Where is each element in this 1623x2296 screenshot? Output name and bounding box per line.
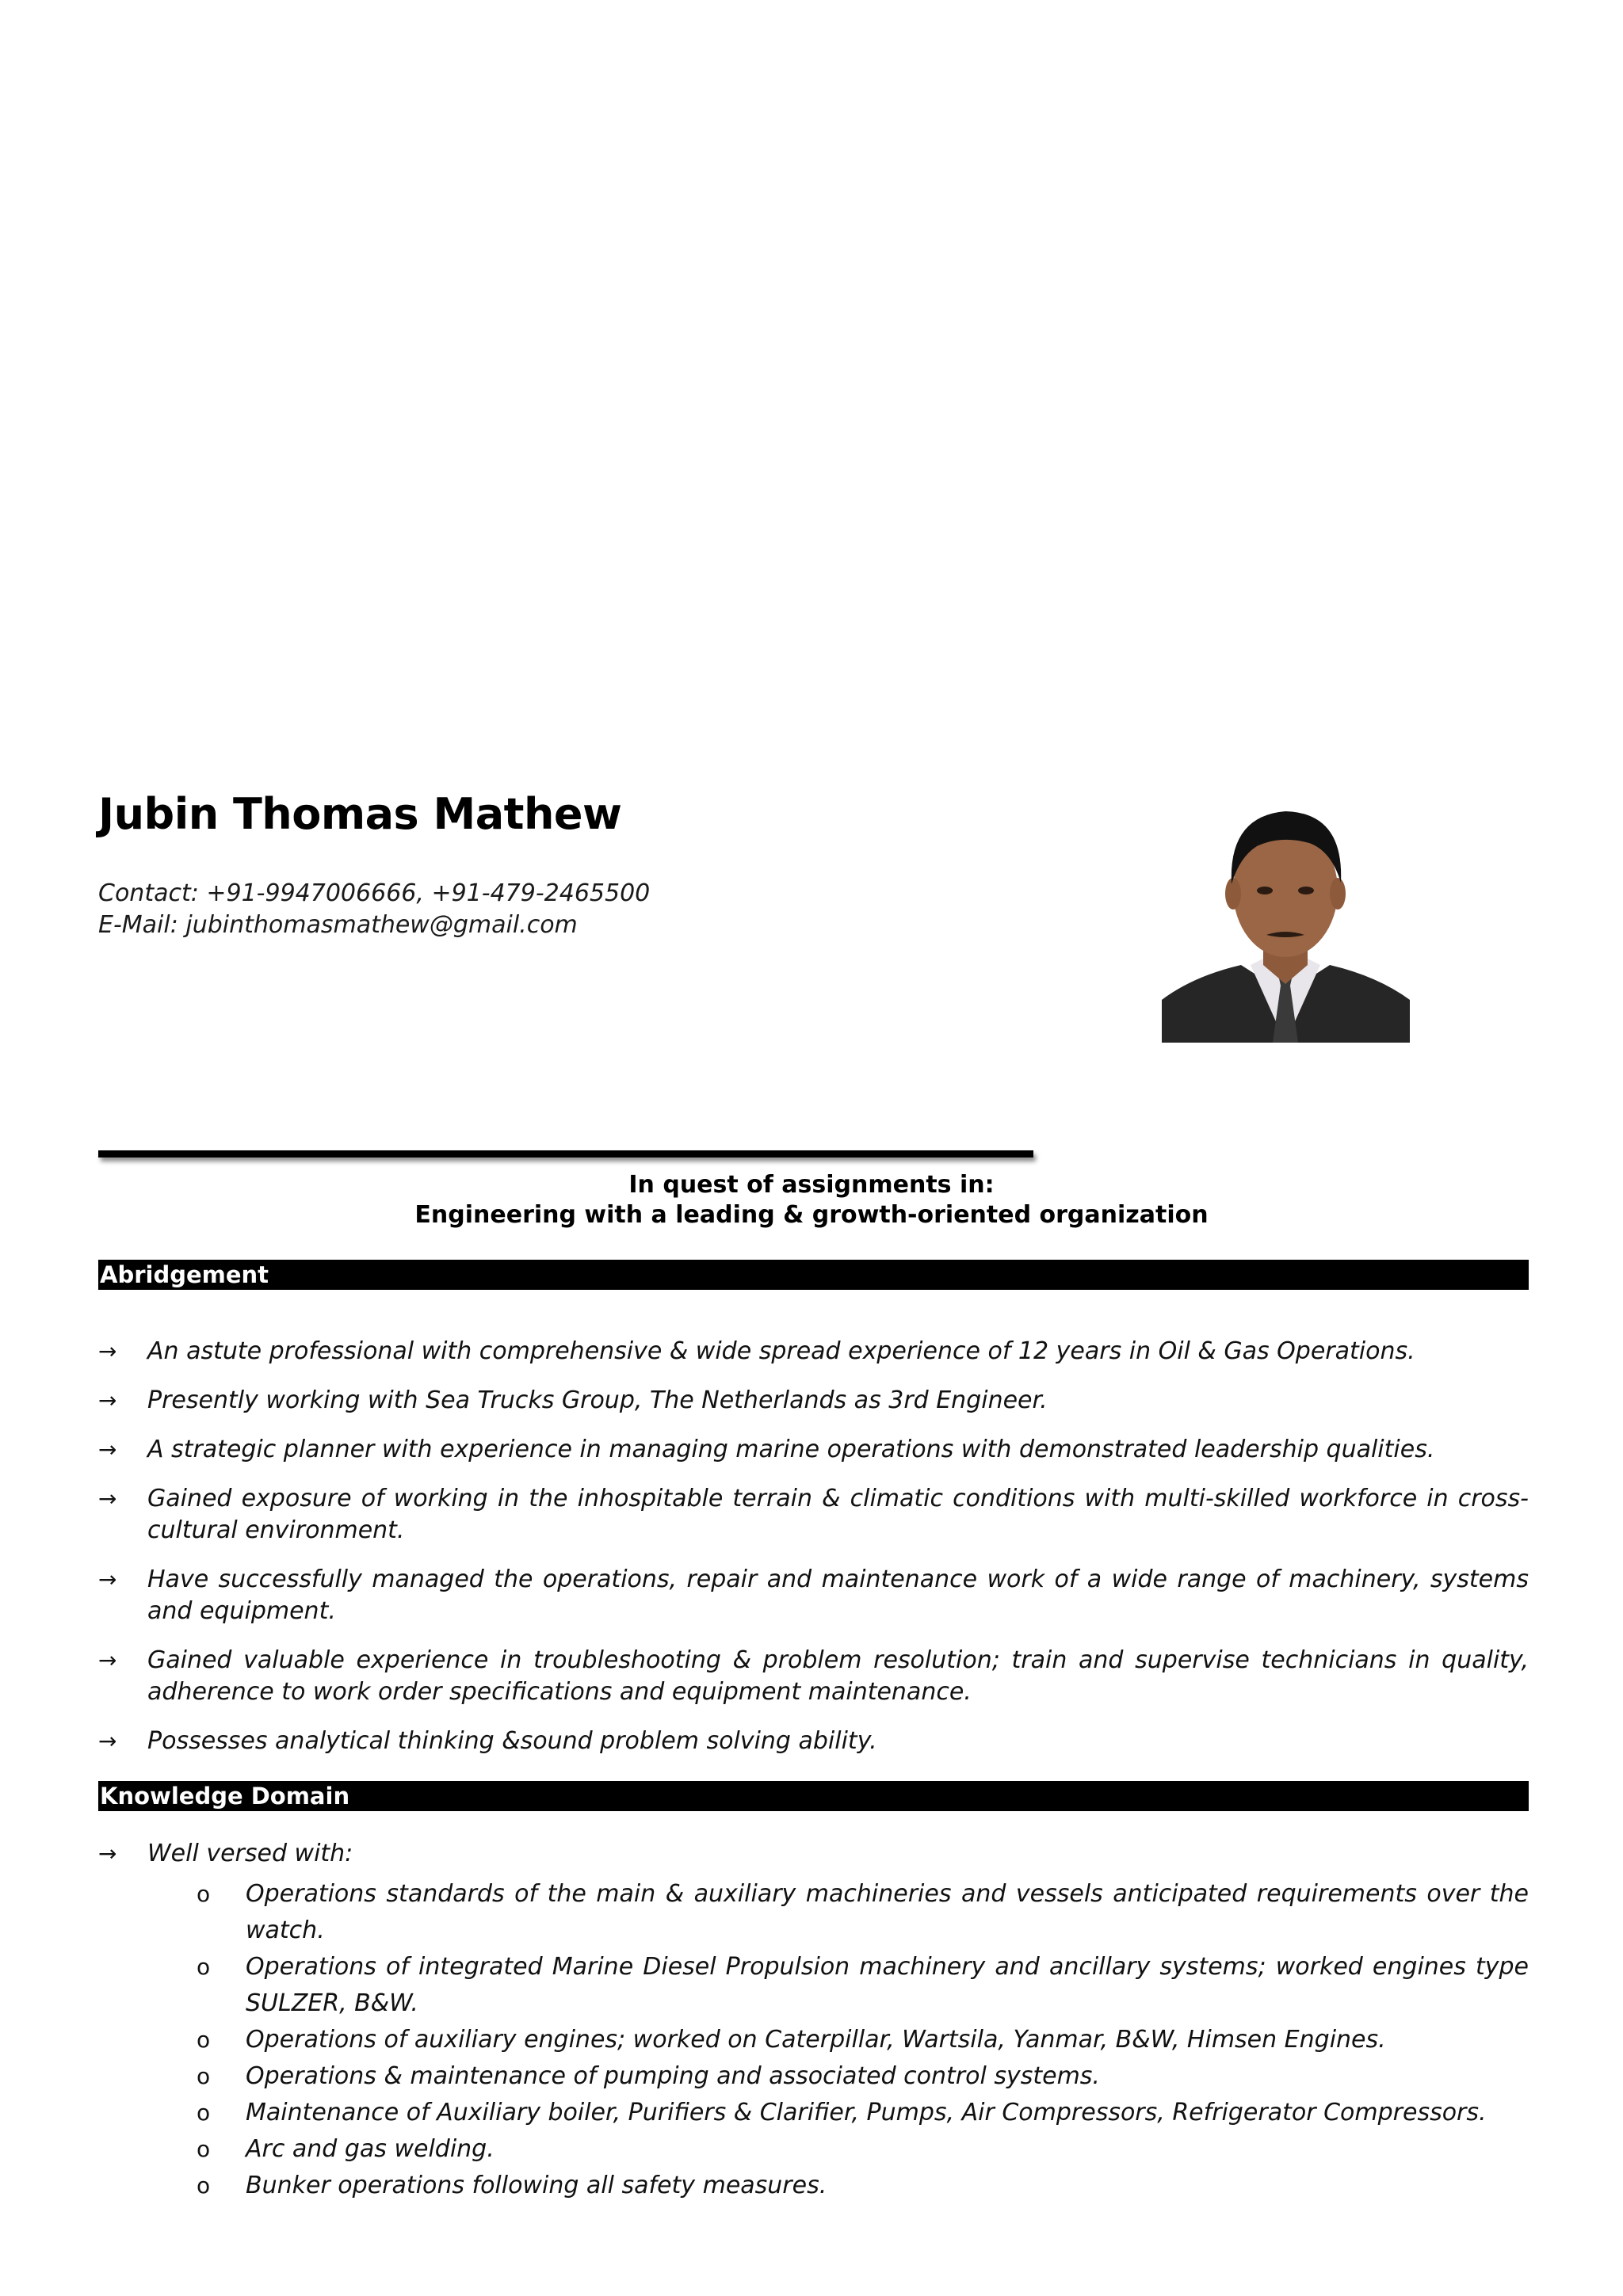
circle-bullet-icon: o [197, 2100, 211, 2126]
circle-bullet-icon: o [197, 2027, 211, 2053]
contact-email: E-Mail: jubinthomasmathew@gmail.com [98, 911, 578, 939]
circle-bullet-icon: o [197, 1954, 211, 1980]
list-item: → Gained exposure of working in the inhospitable terrain & climatic conditions with multi-skilled workforce in cross-cultural environment. [98, 1485, 1529, 1544]
sub-list-item: o Operations of integrated Marine Diesel Propulsion machinery and ancillary systems; worked engines type SULZER, B&W. [147, 1949, 1529, 2022]
arrow-bullet-icon: → [98, 1647, 117, 1673]
contact-block [98, 878, 650, 941]
circle-bullet-icon: o [197, 2063, 211, 2089]
list-item: → An astute professional with comprehensive & wide spread experience of 12 years in Oil & Gas Operations. [98, 1336, 1529, 1367]
circle-bullet-icon: o [197, 2172, 211, 2199]
arrow-bullet-icon: → [98, 1387, 117, 1413]
circle-bullet-icon: o [197, 2136, 211, 2162]
knowledge-intro: Well versed with: [147, 1840, 353, 1867]
arrow-bullet-icon: → [98, 1436, 117, 1463]
contact-phone: Contact: +91-9947006666, +91-479-2465500 [98, 879, 651, 907]
abridgement-list [98, 1336, 1529, 1775]
list-item: → Presently working with Sea Trucks Group, The Netherlands as 3rd Engineer. [98, 1385, 1529, 1417]
arrow-bullet-icon: → [98, 1566, 117, 1592]
sub-list-item: o Arc and gas welding. [147, 2131, 1529, 2168]
section-heading-abridgement: Abridgement [98, 1260, 1529, 1290]
list-item: → Possesses analytical thinking &sound problem solving ability. [98, 1726, 1529, 1757]
arrow-bullet-icon: → [98, 1338, 117, 1364]
profile-photo [1162, 795, 1410, 1043]
list-item: → A strategic planner with experience in managing marine operations with demonstrated leadership qualities. [98, 1434, 1529, 1466]
sub-list-item: o Bunker operations following all safety measures. [147, 2168, 1529, 2204]
sub-list-item: o Operations & maintenance of pumping and associated control systems. [147, 2058, 1529, 2095]
knowledge-sublist [147, 1876, 1529, 2204]
arrow-bullet-icon: → [98, 1728, 117, 1754]
sub-list-item: o Operations of auxiliary engines; worked on Caterpillar, Wartsila, Yanmar, B&W, Himsen Engines. [147, 2022, 1529, 2058]
list-item: → Have successfully managed the operations, repair and maintenance work of a wide range of machinery, systems and equipment. [98, 1566, 1529, 1625]
sub-list-item: o Operations standards of the main & auxiliary machineries and vessels anticipated requirements over the watch. [147, 1876, 1529, 1949]
sub-list-item: o Maintenance of Auxiliary boiler, Purifiers & Clarifier, Pumps, Air Compressors, Refrigerator Compressors. [147, 2095, 1529, 2131]
header-divider [98, 1150, 1033, 1158]
list-item: → Gained valuable experience in troubleshooting & problem resolution; train and supervise technicians in quality, adherence to work order specifications and equipment maintenance. [98, 1646, 1529, 1706]
section-heading-knowledge-domain: Knowledge Domain [98, 1781, 1529, 1811]
arrow-bullet-icon: → [98, 1486, 117, 1512]
circle-bullet-icon: o [197, 1881, 211, 1907]
arrow-bullet-icon: → [98, 1840, 117, 1867]
quest-subheading: Engineering with a leading & growth-oriented organization [414, 1201, 1209, 1229]
candidate-name: Jubin Thomas Mathew [98, 789, 622, 839]
quest-heading: In quest of assignments in: [628, 1171, 995, 1199]
list-item [98, 1838, 1529, 2204]
knowledge-list [98, 1838, 1529, 2222]
profile-photo-icon [1162, 795, 1410, 1043]
